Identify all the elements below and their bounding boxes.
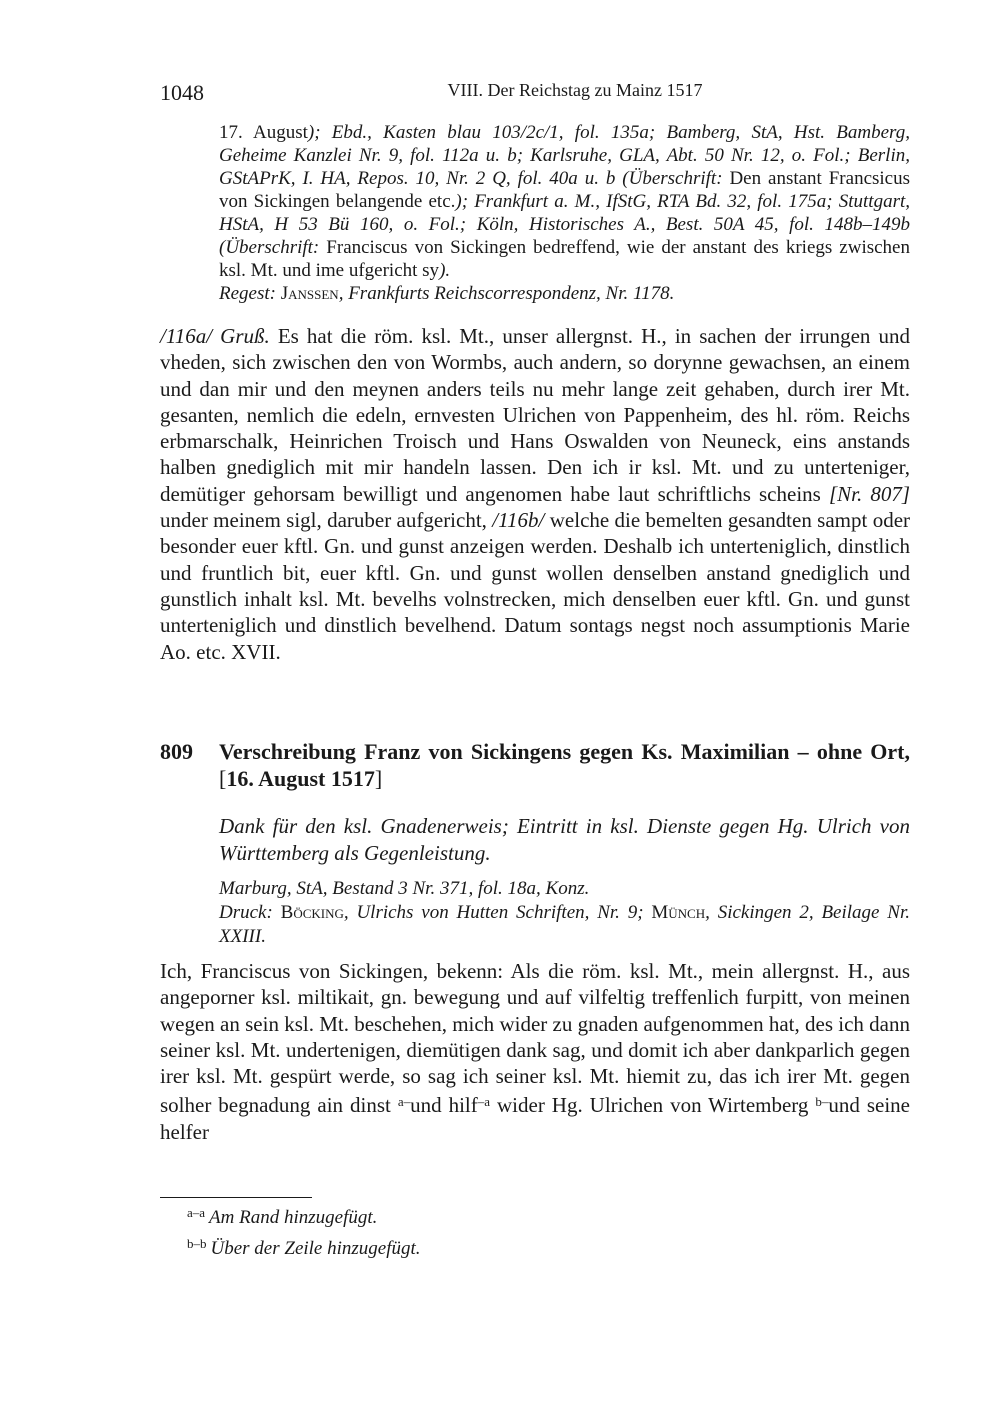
document-summary: Dank für den ksl. Gnadenerweis; Eintritt in ksl. Dienste gegen Hg. Ulrich von Württemberg als Gegenleistung. xyxy=(219,814,910,865)
source-apparatus xyxy=(219,121,910,305)
footnote-mark: a–a xyxy=(187,1205,206,1220)
print-author-1: Böcking xyxy=(280,902,344,923)
letter-body-2: under meinem sigl, daruber aufgericht, xyxy=(160,508,493,533)
document-print xyxy=(219,901,910,949)
footnote-mark: b–b xyxy=(187,1236,207,1251)
decree-text xyxy=(160,958,910,1145)
document-archive: Marburg, StA, Bestand 3 Nr. 371, fol. 18a, Konz. xyxy=(219,878,590,899)
regest-label: Regest: xyxy=(219,283,281,304)
document-title-text: Verschreibung Franz von Sickingens gegen Ks. Maximilian – ohne Ort, xyxy=(219,739,910,764)
letter-body-1: Es hat die röm. ksl. Mt., unser allergnst. H., in sachen der irrungen und vheden, sich zwischen den von Wormbs, auch andern, so dorynne gewachsen, an einem und dan mir und den meynen anders teils nu mehr lange zeit gehaben, durch irer Mt. gesanten, nemlich die edeln, ernvesten Ulrichen von Pappenheim, des hl. röm. Reichs erbmarschalk, Heinrichen Troisch und Hans Oswalden von Neuneck, eins anstands halben gnediglich mit mir handeln lassen. Den ich ir ksl. Mt. und zu unterteniger, demütiger gehorsam bewilligt und angenomen habe laut schriftlichs scheins xyxy=(160,324,910,506)
document-number: 809 xyxy=(160,739,193,764)
footnote-text: Über der Zeile hinzugefügt. xyxy=(210,1238,421,1259)
letter-body-3: welche die bemelten gesandten sampt oder besonder euer kftl. Gn. und gunst anzeigen werden. Deshalb ich unterteniglich, dinstlich und fruntlich bit, euer kftl. Gn. und gunst wollen denselben anstand gnediglich und gunstlich inhalt ksl. Mt. bevelhs volnstrecken, mich denselben euer kftl. Gn. und gunst unterteniglich und dinstlich bevelhend. Datum sontags negst noch assumptionis Marie Ao. etc. XVII. xyxy=(160,508,911,664)
folio-greeting: /116a/ Gruß. xyxy=(160,324,270,348)
document-heading xyxy=(160,738,910,792)
source-heading-quote-2: Franciscus von Sickingen bedreffend, wie der anstant des kriegs zwischen ksl. Mt. und ime ufgericht sy xyxy=(219,237,910,281)
document-date: 16. August 1517 xyxy=(226,766,375,791)
regest-work: , Frankfurts Reichscorrespondenz, Nr. 1178. xyxy=(338,283,675,304)
running-title: VIII. Der Reichstag zu Mainz 1517 xyxy=(447,80,703,100)
footnote-divider xyxy=(160,1197,312,1198)
regest-line xyxy=(219,282,910,305)
page-number: 1048 xyxy=(160,80,204,105)
footnote-mark-b-start: b– xyxy=(815,1094,829,1110)
source-close: ). xyxy=(439,260,451,281)
source-archives-2: ); Frankfurt a. M., IfStG, RTA Bd. 32, fol. 175a; Stuttgart, HStA, H 53 Bü 160, o. Fol.; Köln, Historisches A., Best. 50A 45, fol. 148b–149b (Überschrift: xyxy=(219,191,910,258)
print-work-1: , Ulrichs von Hutten Schriften, Nr. 9; xyxy=(343,902,652,923)
footnote-item xyxy=(187,1200,787,1231)
footnote-mark-a-end: –a xyxy=(477,1094,491,1110)
cross-reference: [Nr. 807] xyxy=(828,481,911,506)
print-author-2: Münch xyxy=(651,902,706,923)
source-heading-quote-1: Den anstant Francsicus von Sickingen belangende etc. xyxy=(219,168,911,212)
decree-body-4: und seine helfer xyxy=(160,1093,910,1144)
decree-body-3: wider Hg. Ulrichen von Wirtemberg xyxy=(490,1093,816,1118)
bracket-open: [ xyxy=(219,766,227,791)
footnote-mark-a-start: a– xyxy=(397,1094,411,1110)
source-date-fragment: 17. August xyxy=(219,122,308,143)
document-title xyxy=(219,738,910,792)
footnote-item xyxy=(187,1231,787,1262)
document-regest xyxy=(219,813,910,949)
print-label: Druck: xyxy=(219,902,281,923)
decree-body-2: und hilf xyxy=(410,1093,478,1118)
print-work-2: , Sickingen 2, Beilage Nr. XXIII. xyxy=(219,902,910,947)
letter-text xyxy=(160,323,910,665)
decree-body-1: Ich, Franciscus von Sickingen, bekenn: Als die röm. ksl. Mt., mein allergnst. H., aus angeporner ksl. miltikait, gn. bewegung und auf vilfeltig treffenlich furpitt, von meinen wegen an sein ksl. Mt. beschehen, mich wider zu gnaden aufgenommen hat, des ich dann seiner ksl. Mt. undertenigen, diemütigen dank sag, und domit ich aber dankparlich gegen irer ksl. Mt. gespürt werde, so sag ich seiner ksl. Mt. hiemit zu, das ich irer Mt. gegen solher begnadung ain dinst xyxy=(160,959,910,1118)
running-head xyxy=(160,80,910,110)
source-archives-1: ); Ebd., Kasten blau 103/2c/1, fol. 135a; Bamberg, StA, Hst. Bamberg, Geheime Kanzlei Nr. 9, fol. 112a u. b; Karlsruhe, GLA, Abt. 50 Nr. 12, o. Fol.; Berlin, GStAPrK, I. HA, Repos. 10, Nr. 2 Q, fol. 40a u. b (Überschrift: xyxy=(219,122,910,189)
footnote-text: Am Rand hinzugefügt. xyxy=(209,1207,378,1228)
folio-marker: /116b/ xyxy=(492,508,545,533)
regest-author: Janssen xyxy=(280,283,339,304)
source-list xyxy=(219,121,910,282)
footnotes xyxy=(187,1200,787,1262)
bracket-close: ] xyxy=(374,766,383,791)
